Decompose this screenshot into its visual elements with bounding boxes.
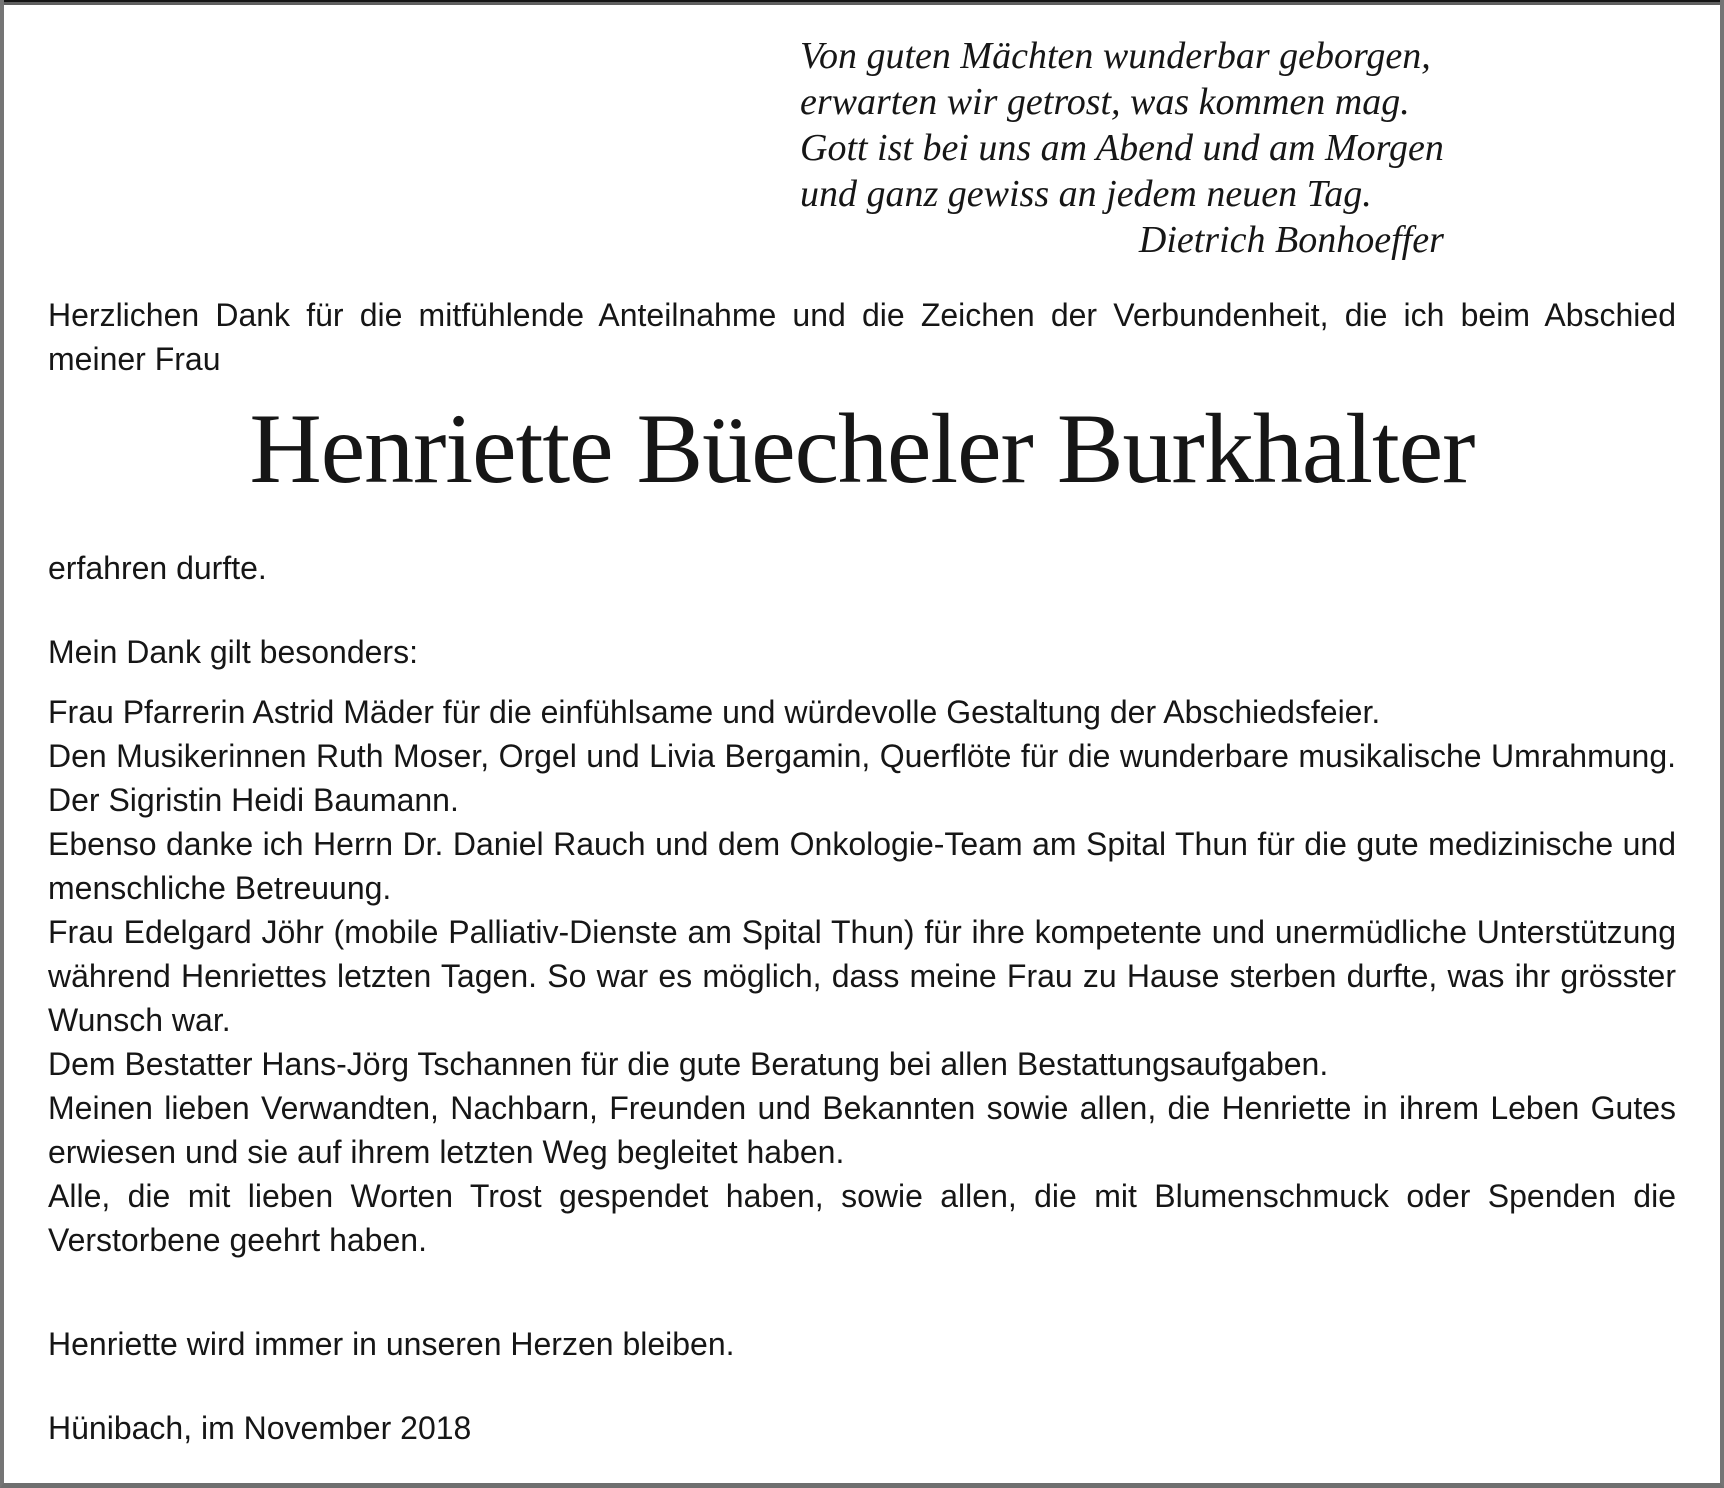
thanks-paragraph: Dem Bestatter Hans-Jörg Tschannen für die gute Beratung bei allen Bestattungsaufgaben. bbox=[48, 1046, 1329, 1082]
thanks-paragraph: Frau Edelgard Jöhr (mobile Palliativ-Dienste am Spital Thun) für ihre kompetente und unermüdliche Unterstützung während Henriettes letzten Tagen. So war es möglich, dass meine Frau zu Hause sterben durfte, was ihr grösster Wunsch war. bbox=[48, 914, 1676, 1038]
poem-line: Von guten Mächten wunderbar geborgen, bbox=[800, 35, 1431, 77]
thanks-paragraph: Frau Pfarrerin Astrid Mäder für die einfühlsame und würdevolle Gestaltung der Abschiedsfeier. bbox=[48, 694, 1381, 730]
poem-attribution: Dietrich Bonhoeffer bbox=[1138, 219, 1444, 261]
thanks-list bbox=[48, 690, 1676, 1262]
thanks-paragraph: Den Musikerinnen Ruth Moser, Orgel und Livia Bergamin, Querflöte für die wunderbare musikalische Umrahmung. Der Sigristin Heidi Baumann. bbox=[48, 738, 1676, 818]
poem-line: und ganz gewiss an jedem neuen Tag. bbox=[800, 173, 1372, 215]
place-date-line: Hünibach, im November 2018 bbox=[48, 1410, 472, 1446]
closing-line: Henriette wird immer in unseren Herzen bleiben. bbox=[48, 1326, 735, 1362]
poem-line: erwarten wir getrost, was kommen mag. bbox=[800, 81, 1410, 123]
deceased-name-heading: Henriette Büecheler Burkhalter bbox=[249, 393, 1475, 504]
intro-paragraph: Herzlichen Dank für die mitfühlende Anteilnahme und die Zeichen der Verbundenheit, die ich beim Abschied meiner Frau bbox=[48, 297, 1676, 377]
thanks-heading: Mein Dank gilt besonders: bbox=[48, 634, 418, 670]
poem-line: Gott ist bei uns am Abend und am Morgen bbox=[800, 127, 1444, 169]
notice-content bbox=[4, 33, 1720, 1450]
thanks-paragraph: Alle, die mit lieben Worten Trost gespendet haben, sowie allen, die mit Blumenschmuck oder Spenden die Verstorbene geehrt haben. bbox=[48, 1178, 1676, 1258]
memorial-poem bbox=[800, 33, 1444, 263]
thanks-paragraph: Meinen lieben Verwandten, Nachbarn, Freunden und Bekannten sowie allen, die Henriette in ihrem Leben Gutes erwiesen und sie auf ihrem letzten Weg begleitet haben. bbox=[48, 1090, 1676, 1170]
after-name-line: erfahren durfte. bbox=[48, 550, 267, 586]
page-frame-top-edge bbox=[4, 0, 1720, 5]
thanks-paragraph: Ebenso danke ich Herrn Dr. Daniel Rauch und dem Onkologie-Team am Spital Thun für die gute medizinische und menschliche Betreuung. bbox=[48, 826, 1676, 906]
